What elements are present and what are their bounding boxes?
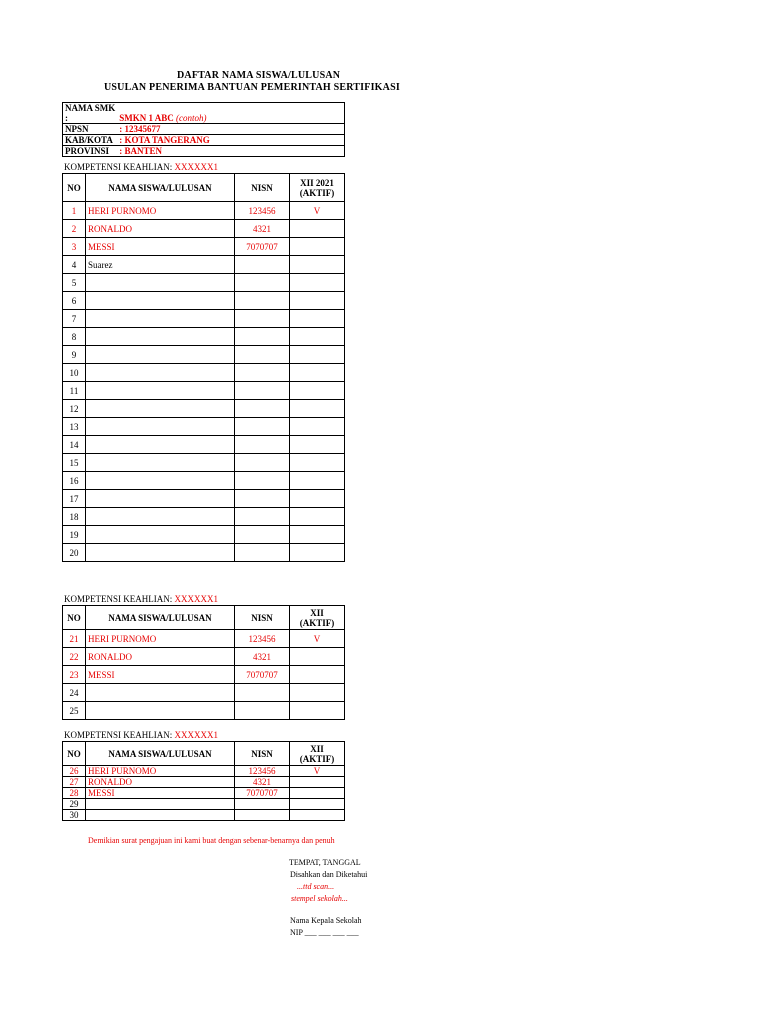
table-row bbox=[63, 777, 345, 788]
student-nisn: 7070707 bbox=[235, 788, 290, 799]
info-row-kab-kota bbox=[63, 135, 345, 146]
student-nisn bbox=[235, 544, 290, 562]
student-name bbox=[86, 382, 235, 400]
student-nisn bbox=[235, 274, 290, 292]
header-aktif: XII (AKTIF) bbox=[290, 606, 345, 630]
student-name bbox=[86, 472, 235, 490]
student-nisn bbox=[235, 526, 290, 544]
student-aktif bbox=[290, 256, 345, 274]
student-name: RONALDO bbox=[86, 777, 235, 788]
table-row bbox=[63, 310, 345, 328]
row-number: 11 bbox=[63, 382, 86, 400]
row-number: 18 bbox=[63, 508, 86, 526]
kompetensi-label-1: KOMPETENSI KEAHLIAN: XXXXXX1 bbox=[64, 162, 218, 172]
table-row bbox=[63, 436, 345, 454]
table-row bbox=[63, 702, 345, 720]
student-name: RONALDO bbox=[86, 220, 235, 238]
student-nisn bbox=[235, 684, 290, 702]
header-nisn: NISN bbox=[235, 606, 290, 630]
table-row bbox=[63, 799, 345, 810]
student-nisn bbox=[235, 256, 290, 274]
row-number: 9 bbox=[63, 346, 86, 364]
student-nisn: 123456 bbox=[235, 630, 290, 648]
student-nisn bbox=[235, 364, 290, 382]
row-number: 7 bbox=[63, 310, 86, 328]
header-no: NO bbox=[63, 174, 86, 202]
student-aktif bbox=[290, 810, 345, 821]
row-number: 2 bbox=[63, 220, 86, 238]
header-nama: NAMA SISWA/LULUSAN bbox=[86, 174, 235, 202]
table-row bbox=[63, 666, 345, 684]
student-nisn: 123456 bbox=[235, 766, 290, 777]
row-number: 28 bbox=[63, 788, 86, 799]
student-nisn: 7070707 bbox=[235, 666, 290, 684]
student-aktif bbox=[290, 346, 345, 364]
table-row bbox=[63, 490, 345, 508]
row-number: 5 bbox=[63, 274, 86, 292]
signature-scan-text: ...ttd scan... bbox=[297, 882, 335, 891]
student-aktif bbox=[290, 799, 345, 810]
header-nisn: NISN bbox=[235, 174, 290, 202]
student-aktif bbox=[290, 472, 345, 490]
student-aktif bbox=[290, 328, 345, 346]
row-number: 1 bbox=[63, 202, 86, 220]
header-nama: NAMA SISWA/LULUSAN bbox=[86, 742, 235, 766]
statement-text: Demikian surat pengajuan ini kami buat dengan sebenar-benarnya dan penuh bbox=[88, 836, 335, 845]
table-row bbox=[63, 292, 345, 310]
student-name bbox=[86, 508, 235, 526]
student-nisn bbox=[235, 436, 290, 454]
student-nisn bbox=[235, 418, 290, 436]
student-aktif bbox=[290, 508, 345, 526]
row-number: 19 bbox=[63, 526, 86, 544]
row-number: 23 bbox=[63, 666, 86, 684]
row-number: 3 bbox=[63, 238, 86, 256]
student-nisn bbox=[235, 810, 290, 821]
row-number: 27 bbox=[63, 777, 86, 788]
student-nisn bbox=[235, 328, 290, 346]
student-name bbox=[86, 799, 235, 810]
table-row bbox=[63, 382, 345, 400]
row-number: 13 bbox=[63, 418, 86, 436]
student-nisn bbox=[235, 799, 290, 810]
header-aktif: XII 2021 (AKTIF) bbox=[290, 174, 345, 202]
student-name bbox=[86, 274, 235, 292]
table-row bbox=[63, 364, 345, 382]
npsn-value: : 12345677 bbox=[119, 124, 161, 134]
student-name: HERI PURNOMO bbox=[86, 630, 235, 648]
student-name: MESSI bbox=[86, 666, 235, 684]
student-name bbox=[86, 310, 235, 328]
student-name bbox=[86, 418, 235, 436]
table-row bbox=[63, 256, 345, 274]
student-nisn bbox=[235, 454, 290, 472]
kab-kota-value: : KOTA TANGERANG bbox=[119, 135, 210, 145]
student-name bbox=[86, 810, 235, 821]
student-table-3 bbox=[62, 741, 345, 821]
row-number: 4 bbox=[63, 256, 86, 274]
principal-name-text: Nama Kepala Sekolah bbox=[290, 916, 362, 925]
table-row bbox=[63, 788, 345, 799]
student-name bbox=[86, 490, 235, 508]
student-nisn bbox=[235, 702, 290, 720]
header-no: NO bbox=[63, 742, 86, 766]
header-no: NO bbox=[63, 606, 86, 630]
student-aktif: V bbox=[290, 766, 345, 777]
student-nisn bbox=[235, 292, 290, 310]
student-nisn bbox=[235, 490, 290, 508]
student-aktif bbox=[290, 684, 345, 702]
row-number: 22 bbox=[63, 648, 86, 666]
table-row bbox=[63, 526, 345, 544]
student-aktif bbox=[290, 544, 345, 562]
student-table-1 bbox=[62, 173, 345, 562]
provinsi-value: : BANTEN bbox=[119, 146, 163, 156]
table-row bbox=[63, 220, 345, 238]
student-aktif bbox=[290, 648, 345, 666]
student-aktif bbox=[290, 310, 345, 328]
nama-smk-value: SMKN 1 ABC bbox=[119, 113, 174, 123]
document-subtitle: USULAN PENERIMA BANTUAN PEMERINTAH SERTIFIKASI bbox=[104, 82, 400, 93]
student-nisn: 7070707 bbox=[235, 238, 290, 256]
info-row-provinsi bbox=[63, 146, 345, 157]
student-name bbox=[86, 400, 235, 418]
table-row bbox=[63, 508, 345, 526]
student-name bbox=[86, 346, 235, 364]
student-name bbox=[86, 436, 235, 454]
row-number: 25 bbox=[63, 702, 86, 720]
table-row bbox=[63, 346, 345, 364]
npsn-label: NPSN bbox=[65, 124, 89, 134]
kab-kota-label: KAB/KOTA bbox=[65, 135, 113, 145]
table-row bbox=[63, 648, 345, 666]
row-number: 10 bbox=[63, 364, 86, 382]
student-aktif bbox=[290, 490, 345, 508]
table-row bbox=[63, 684, 345, 702]
student-name: RONALDO bbox=[86, 648, 235, 666]
nip-text: NIP ___ ___ ___ ___ bbox=[290, 928, 359, 937]
table-header-row bbox=[63, 174, 345, 202]
student-name: MESSI bbox=[86, 788, 235, 799]
student-aktif bbox=[290, 436, 345, 454]
row-number: 17 bbox=[63, 490, 86, 508]
student-aktif bbox=[290, 238, 345, 256]
nama-smk-note: (contoh) bbox=[176, 113, 207, 123]
student-aktif bbox=[290, 454, 345, 472]
student-name bbox=[86, 526, 235, 544]
table-row bbox=[63, 328, 345, 346]
student-name bbox=[86, 292, 235, 310]
kompetensi-value-2: XXXXXX1 bbox=[174, 594, 218, 604]
row-number: 15 bbox=[63, 454, 86, 472]
student-name: MESSI bbox=[86, 238, 235, 256]
student-name: Suarez bbox=[86, 256, 235, 274]
student-nisn bbox=[235, 310, 290, 328]
table-row bbox=[63, 766, 345, 777]
student-aktif bbox=[290, 702, 345, 720]
student-aktif bbox=[290, 364, 345, 382]
table-header-row bbox=[63, 742, 345, 766]
row-number: 30 bbox=[63, 810, 86, 821]
student-nisn bbox=[235, 382, 290, 400]
header-nisn: NISN bbox=[235, 742, 290, 766]
student-aktif bbox=[290, 382, 345, 400]
info-row-npsn bbox=[63, 124, 345, 135]
school-info-table bbox=[62, 102, 345, 157]
student-aktif bbox=[290, 526, 345, 544]
table-row bbox=[63, 400, 345, 418]
row-number: 14 bbox=[63, 436, 86, 454]
table-row bbox=[63, 630, 345, 648]
table-row bbox=[63, 202, 345, 220]
place-date-text: TEMPAT, TANGGAL bbox=[289, 858, 361, 867]
student-name bbox=[86, 454, 235, 472]
student-aktif bbox=[290, 777, 345, 788]
student-aktif: V bbox=[290, 202, 345, 220]
row-number: 26 bbox=[63, 766, 86, 777]
student-nisn bbox=[235, 508, 290, 526]
info-row-nama-smk bbox=[63, 103, 345, 124]
kompetensi-value-3: XXXXXX1 bbox=[174, 730, 218, 740]
kompetensi-label-3: KOMPETENSI KEAHLIAN: XXXXXX1 bbox=[64, 730, 218, 740]
school-stamp-text: stempel sekolah... bbox=[291, 894, 348, 903]
student-name: HERI PURNOMO bbox=[86, 202, 235, 220]
row-number: 21 bbox=[63, 630, 86, 648]
student-aktif: V bbox=[290, 630, 345, 648]
nama-smk-label: NAMA SMK : bbox=[65, 103, 116, 123]
student-nisn: 4321 bbox=[235, 777, 290, 788]
student-name bbox=[86, 364, 235, 382]
student-table-2 bbox=[62, 605, 345, 720]
provinsi-label: PROVINSI bbox=[65, 146, 110, 156]
table-row bbox=[63, 418, 345, 436]
student-name bbox=[86, 684, 235, 702]
student-aktif bbox=[290, 400, 345, 418]
kompetensi-label-2: KOMPETENSI KEAHLIAN: XXXXXX1 bbox=[64, 594, 218, 604]
student-nisn: 4321 bbox=[235, 648, 290, 666]
row-number: 6 bbox=[63, 292, 86, 310]
header-nama: NAMA SISWA/LULUSAN bbox=[86, 606, 235, 630]
row-number: 16 bbox=[63, 472, 86, 490]
table-row bbox=[63, 274, 345, 292]
table-row bbox=[63, 454, 345, 472]
table-row bbox=[63, 544, 345, 562]
student-nisn bbox=[235, 472, 290, 490]
row-number: 24 bbox=[63, 684, 86, 702]
document-title: DAFTAR NAMA SISWA/LULUSAN bbox=[177, 70, 341, 81]
table-header-row bbox=[63, 606, 345, 630]
kompetensi-value-1: XXXXXX1 bbox=[174, 162, 218, 172]
student-aktif bbox=[290, 274, 345, 292]
student-name: HERI PURNOMO bbox=[86, 766, 235, 777]
student-aktif bbox=[290, 788, 345, 799]
table-row bbox=[63, 238, 345, 256]
student-aktif bbox=[290, 220, 345, 238]
student-name bbox=[86, 702, 235, 720]
student-nisn: 123456 bbox=[235, 202, 290, 220]
student-nisn: 4321 bbox=[235, 220, 290, 238]
row-number: 8 bbox=[63, 328, 86, 346]
table-row bbox=[63, 472, 345, 490]
student-name bbox=[86, 544, 235, 562]
approved-text: Disahkan dan Diketahui bbox=[290, 870, 368, 879]
table-row bbox=[63, 810, 345, 821]
student-aktif bbox=[290, 292, 345, 310]
row-number: 29 bbox=[63, 799, 86, 810]
header-aktif: XII (AKTIF) bbox=[290, 742, 345, 766]
student-aktif bbox=[290, 418, 345, 436]
student-nisn bbox=[235, 346, 290, 364]
student-aktif bbox=[290, 666, 345, 684]
row-number: 20 bbox=[63, 544, 86, 562]
student-nisn bbox=[235, 400, 290, 418]
row-number: 12 bbox=[63, 400, 86, 418]
student-name bbox=[86, 328, 235, 346]
